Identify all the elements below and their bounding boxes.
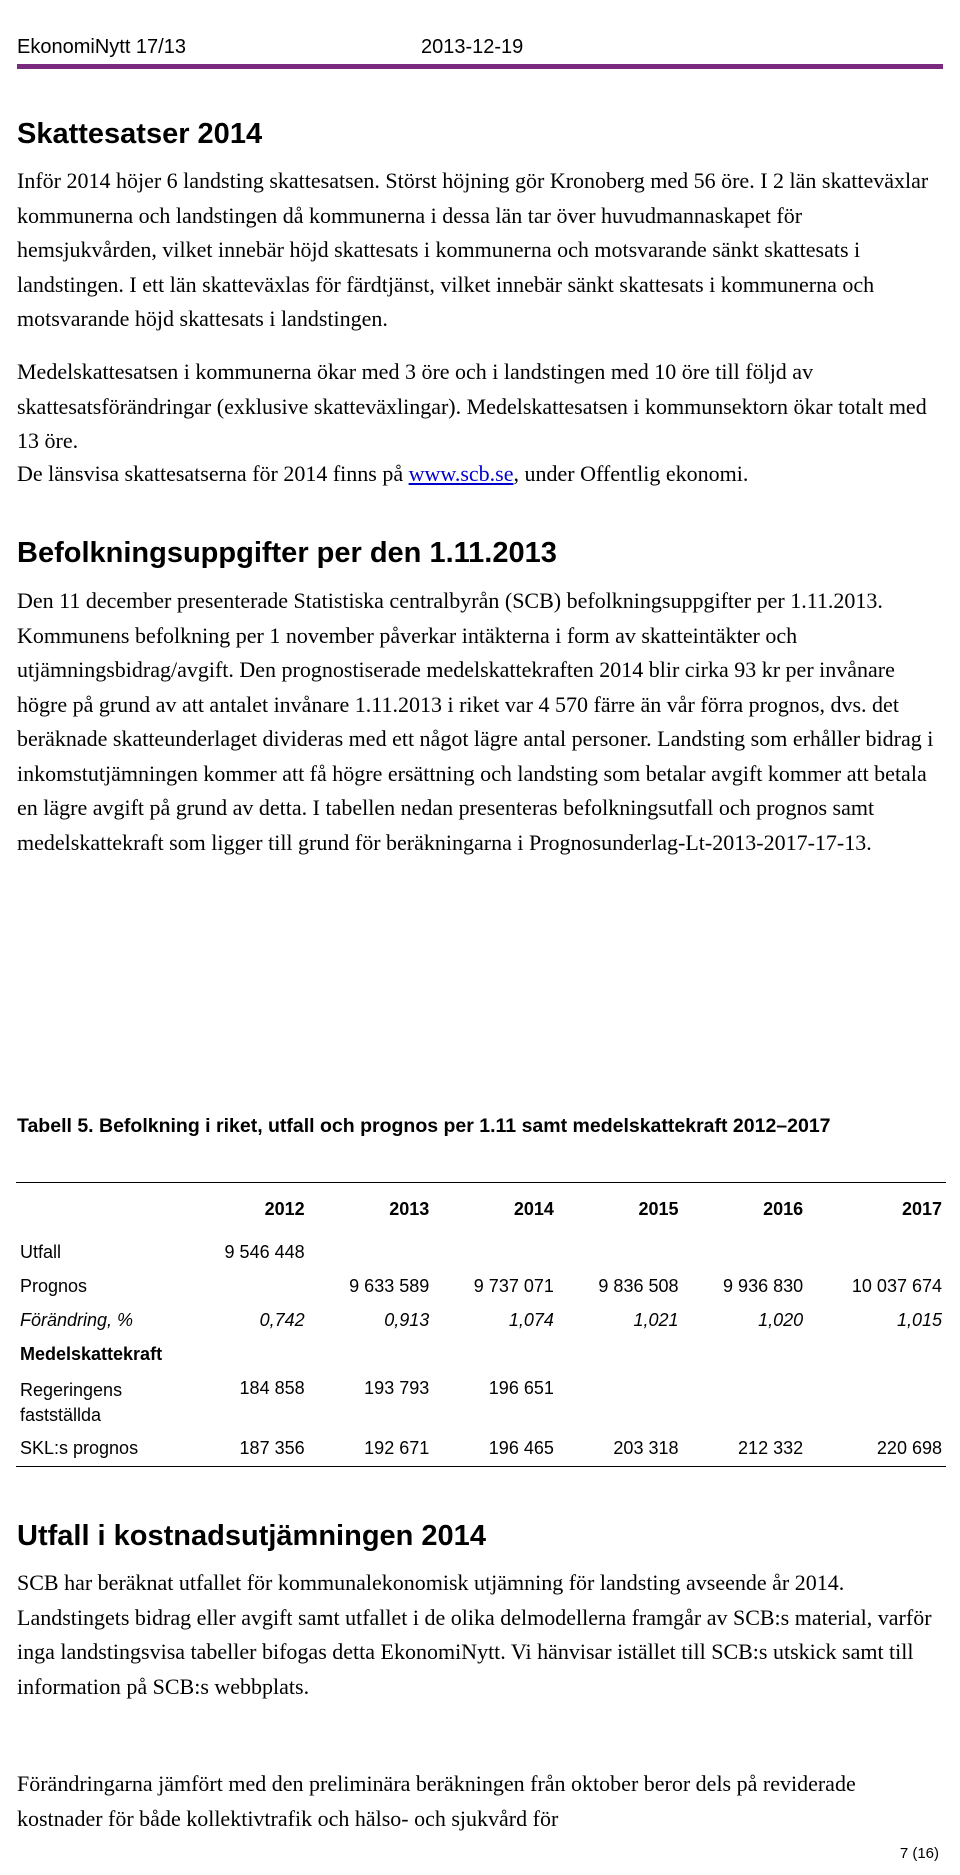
table-cell: 212 332	[683, 1433, 808, 1467]
paragraph-kostnadsutjamning-1: SCB har beräknat utfallet för kommunalekonomisk utjämning för landsting avseende år 2014. Landstingets bidrag eller avgift samt utfallet i de olika delmodellerna framgår av SCB:s material, varför inga landstingsvisa tabeller bifogas detta EkonomiNytt. Vi hänvisar istället till SCB:s utskick samt till information på SCB:s webbplats.	[17, 1570, 932, 1699]
table-cell: 1,074	[508, 1309, 554, 1330]
row-label: SKL:s prognos	[16, 1433, 184, 1467]
table-row	[16, 1373, 946, 1433]
table-row	[16, 1305, 946, 1339]
table-cell	[807, 1339, 946, 1373]
header-rule	[17, 64, 943, 69]
population-table	[16, 1182, 946, 1467]
text-pre-link: De länsvisa skattesatserna för 2014 finns på	[17, 461, 409, 486]
column-header: 2013	[309, 1183, 434, 1237]
row-label: Prognos	[20, 1275, 88, 1296]
paragraph-skattesatser-1: Inför 2014 höjer 6 landsting skattesatsen. Störst höjning gör Kronoberg med 56 öre. I 2 län skatteväxlar kommunerna och landstingen då kommunerna i dessa län tar över huvudmannaskapet för hemsjukvården, vilket innebär höjd skattesats i kommunerna och motsvarande sänkt skattesats i landstingen. I ett län skatteväxlas för färdtjänst, vilket innebär sänkt skattesats i kommunerna och motsvarande höjd skattesats i landstingen.	[17, 168, 929, 331]
row-label: Medelskattekraft	[20, 1343, 163, 1364]
table-caption: Tabell 5. Befolkning i riket, utfall och prognos per 1.11 samt medelskattekraft 2012–2017	[17, 1115, 831, 1137]
table-cell	[433, 1237, 558, 1271]
column-header: 2017	[807, 1183, 946, 1237]
table-cell	[184, 1339, 309, 1373]
table-header-row	[16, 1183, 946, 1237]
table-cell: 9 633 589	[349, 1275, 430, 1296]
publication-date: 2013-12-19	[421, 36, 524, 58]
publication-name: EkonomiNytt 17/13	[17, 36, 186, 58]
row-label: Regeringens fastställda	[20, 1379, 123, 1425]
row-label: Utfall	[20, 1241, 62, 1262]
table-cell: 9 546 448	[224, 1241, 305, 1262]
table-cell: 9 836 508	[598, 1275, 679, 1296]
table-cell: 1,021	[633, 1309, 679, 1330]
scb-link[interactable]: www.scb.se	[408, 461, 514, 486]
table-cell: 196 651	[488, 1377, 554, 1398]
table-cell: 196 465	[433, 1433, 558, 1467]
row-label: Förändring, %	[20, 1309, 134, 1330]
table-cell: 0,742	[259, 1309, 305, 1330]
section-title-kostnadsutjamning: Utfall i kostnadsutjämningen 2014	[17, 1520, 486, 1552]
table-cell	[558, 1237, 683, 1271]
table-cell	[683, 1339, 808, 1373]
table-cell	[683, 1237, 808, 1271]
table-cell	[309, 1339, 434, 1373]
column-header: 2014	[433, 1183, 558, 1237]
table-cell	[558, 1339, 683, 1373]
table-cell: 1,020	[758, 1309, 804, 1330]
table-cell	[558, 1373, 683, 1433]
table-cell: 187 356	[184, 1433, 309, 1467]
paragraph-kostnadsutjamning-2: Förändringarna jämfört med den preliminära beräkningen från oktober beror dels på reviderade kostnader för både kollektivtrafik och hälso- och sjukvård för	[17, 1771, 856, 1831]
table-row	[16, 1271, 946, 1305]
table-cell: 193 793	[364, 1377, 430, 1398]
column-header: 2015	[558, 1183, 683, 1237]
table-row	[16, 1339, 946, 1373]
table-cell	[433, 1339, 558, 1373]
table-cell	[683, 1373, 808, 1433]
table-cell	[184, 1271, 309, 1305]
text-post-link: , under Offentlig ekonomi.	[513, 461, 749, 486]
paragraph-befolkning-1: Den 11 december presenterade Statistiska centralbyrån (SCB) befolkningsuppgifter per 1.11.2013. Kommunens befolkning per 1 november påverkar intäkterna i form av skatteintäkter och utjämningsbidrag/avgift. Den prognostiserade medelskattekraften 2014 blir cirka 93 kr per invånare högre på grund av att antalet invånare 1.11.2013 i riket var 4 570 färre än vår förra prognos, dvs. det beräknade skatteunderlaget divideras med ett något lägre antal personer. Landsting som erhåller bidrag i inkomstutjämningen kommer att få högre ersättning och landsting som betalar avgift kommer att betala en lägre avgift på grund av detta. I tabellen nedan presenteras befolkningsutfall och prognos samt medelskattekraft som ligger till grund för beräkningarna i Prognosunderlag-Lt-2013-2017-17-13.	[17, 588, 934, 855]
section-title-skattesatser: Skattesatser 2014	[17, 118, 263, 150]
page-header	[17, 36, 943, 66]
table-cell: 10 037 674	[851, 1275, 942, 1296]
table-row	[16, 1237, 946, 1271]
table-cell	[807, 1373, 946, 1433]
paragraph-skattesatser-2: Medelskattesatsen i kommunerna ökar med 3 öre och i landstingen med 10 öre till följd av skattesatsförändringar (exklusive skatteväxlingar). Medelskattesatsen i kommunsektorn ökar totalt med 13 öre.	[17, 359, 927, 453]
column-header	[16, 1183, 184, 1237]
table-cell: 203 318	[558, 1433, 683, 1467]
column-header: 2012	[184, 1183, 309, 1237]
table-cell: 220 698	[807, 1433, 946, 1467]
page-number: 7 (16)	[899, 1845, 939, 1862]
table-cell: 0,913	[384, 1309, 430, 1330]
section-title-befolkning: Befolkningsuppgifter per den 1.11.2013	[17, 537, 557, 569]
table-cell: 9 737 071	[473, 1275, 554, 1296]
table-cell	[309, 1237, 434, 1271]
paragraph-skattesatser-3	[17, 457, 943, 492]
table-cell: 9 936 830	[723, 1275, 804, 1296]
table-row	[16, 1433, 946, 1467]
table-cell: 192 671	[309, 1433, 434, 1467]
table-cell: 184 858	[239, 1377, 305, 1398]
table-cell: 1,015	[896, 1309, 942, 1330]
column-header: 2016	[683, 1183, 808, 1237]
table-cell	[807, 1237, 946, 1271]
